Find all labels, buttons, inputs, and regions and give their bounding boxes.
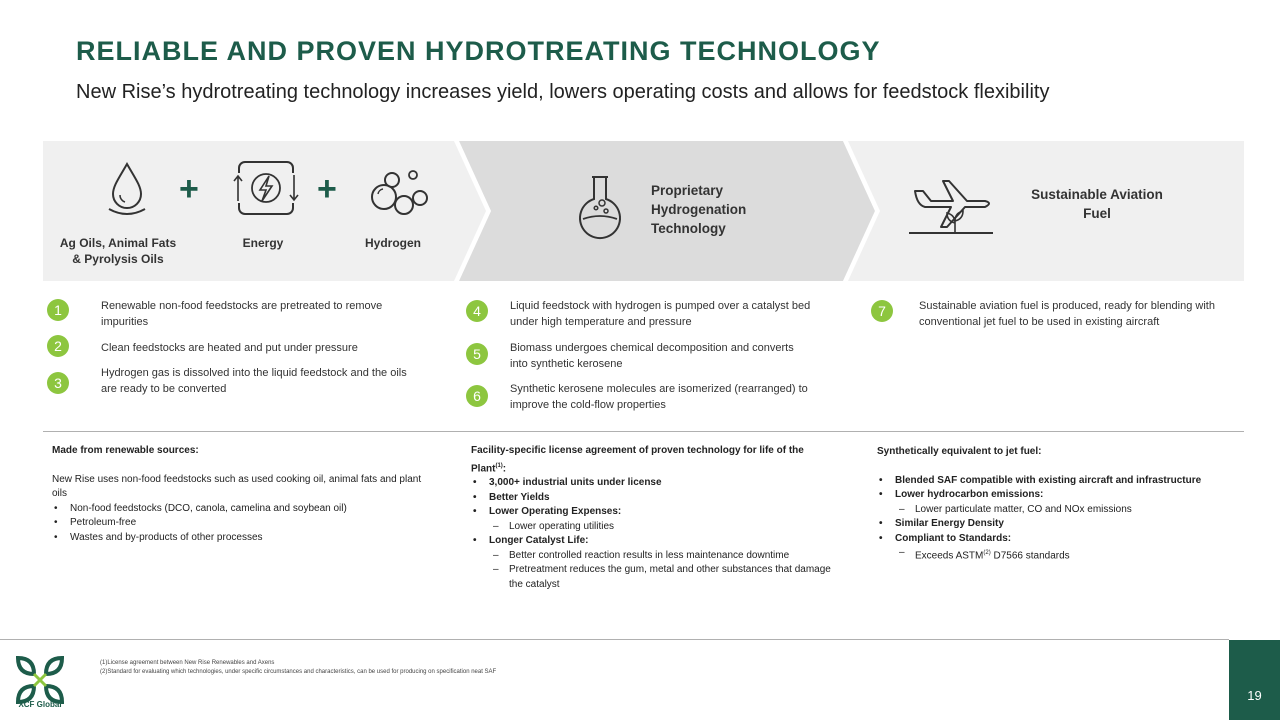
step-text: Renewable non-food feedstocks are pretreated to remove impurities [101,300,383,328]
hydrogen-bubbles-icon [369,167,431,219]
step-number: 4 [466,300,488,322]
bullet-item: • Lower Operating Expenses: [471,505,836,520]
sub-bullet-item: – Lower operating utilities [471,520,836,535]
step-number: 5 [466,343,488,365]
column-heading: Synthetically equivalent to jet fuel: [877,446,1042,457]
jet-fuel-equivalence-column [877,445,1242,564]
sub-bullet-item: – Pretreatment reduces the gum, metal and other substances that damage the catalyst [471,563,836,592]
bullet-item: • Blended SAF compatible with existing aircraft and infrastructure [877,474,1242,489]
step-text: Sustainable aviation fuel is produced, ready for blending with conventional jet fuel to be used in existing aircraft [919,300,1215,328]
step-number: 7 [871,300,893,322]
step-text: Synthetic kerosene molecules are isomerized (rearranged) to improve the cold-flow properties [510,383,808,411]
license-agreement-column [471,444,836,592]
step-2 [47,335,69,357]
footnote-2: (2)Standard for evaluating which technologies, under specific circumstances and characteristics, can be used for producing on specification neat SAF [100,669,497,675]
energy-icon [233,159,299,217]
column-intro: New Rise uses non-food feedstocks such as used cooking oil, animal fats and plant oils [52,473,422,499]
flask-icon [577,175,623,241]
oils-label: Ag Oils, Animal Fats & Pyrolysis Oils [59,236,177,266]
column-heading: Facility-specific license agreement of proven technology for life of the Plant$^{(1)}$: [471,445,804,474]
sub-bullet-item: – Exceeds ASTM$^{(2)}$ D7566 standards [877,546,1242,564]
step-number: 1 [47,299,69,321]
page-subtitle: New Rise’s hydrotreating technology increases yield, lowers operating costs and allows for feedstock flexibility [76,81,1050,103]
footnotes [100,659,496,677]
droplet-icon [105,161,149,217]
step-text: Liquid feedstock with hydrogen is pumped over a catalyst bed under high temperature and pressure [510,300,811,328]
bullet-item: • Better Yields [471,491,836,506]
step-3 [47,372,69,394]
page-number-box [1229,640,1280,720]
bullet-item: • Compliant to Standards: [877,532,1242,547]
step-4 [466,300,488,322]
bullet-item: • Petroleum-free [52,516,437,531]
footer-divider [0,639,1229,640]
page-title: RELIABLE AND PROVEN HYDROTREATING TECHNOLOGY [76,36,881,66]
plus-sign-1: + [179,170,199,208]
airplane-plant-icon [909,177,995,235]
footnote-1: (1)License agreement between New Rise Renewables and Axens [100,660,275,666]
step-number: 3 [47,372,69,394]
section-divider [43,431,1244,432]
step-number: 6 [466,385,488,407]
sub-bullet-item: – Lower particulate matter, CO and NOx emissions [877,503,1242,518]
step-5 [466,343,488,365]
column-heading: Made from renewable sources: [52,445,199,456]
output-stage-title: Sustainable Aviation Fuel [1031,187,1163,221]
step-1 [47,299,69,321]
logo-text: XCF Global [18,700,62,709]
plus-sign-2: + [317,170,337,208]
step-text: Hydrogen gas is dissolved into the liquid feedstock and the oils are ready to be converted [101,367,407,395]
bullet-item: • Similar Energy Density [877,517,1242,532]
process-banner [43,141,1244,281]
process-stage-title: Proprietary Hydrogenation Technology [651,183,747,236]
bullet-item: • Wastes and by-products of other processes [52,531,437,546]
step-7 [871,300,893,322]
sub-bullet-item: – Better controlled reaction results in less maintenance downtime [471,549,836,564]
renewable-sources-column [52,444,437,545]
bullet-item: • 3,000+ industrial units under license [471,476,836,491]
bullet-item: • Non-food feedstocks (DCO, canola, camelina and soybean oil) [52,502,437,517]
hydrogen-label: Hydrogen [364,236,421,250]
step-6 [466,385,488,407]
step-text: Clean feedstocks are heated and put under pressure [101,342,358,354]
energy-label: Energy [242,236,284,250]
step-number: 2 [47,335,69,357]
bullet-item: • Longer Catalyst Life: [471,534,836,549]
page-number: 19 [1247,688,1262,703]
bullet-item: • Lower hydrocarbon emissions: [877,488,1242,503]
step-text: Biomass undergoes chemical decomposition and converts into synthetic kerosene [510,342,794,370]
